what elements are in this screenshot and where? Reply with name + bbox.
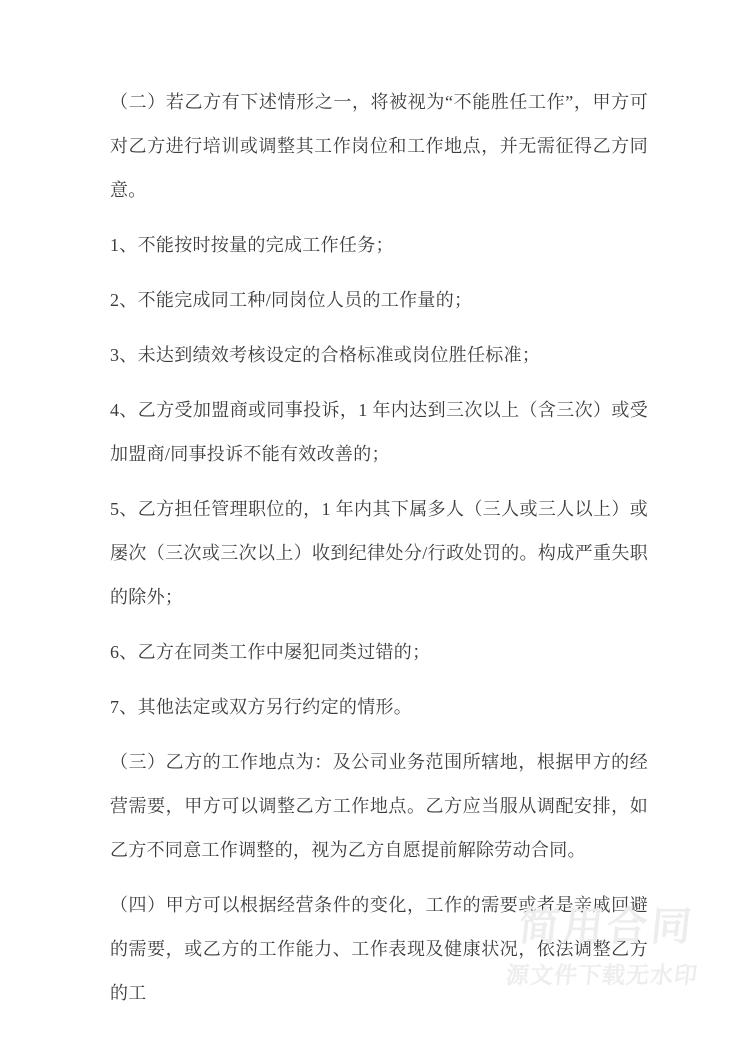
- clause-2-item-1: 1、不能按时按量的完成工作任务；: [110, 235, 394, 255]
- clause-2-intro: （二）若乙方有下述情形之一，将被视为“不能胜任工作”，甲方可对乙方进行培训或调整其工作岗位和工作地点，并无需征得乙方同意。: [110, 92, 648, 200]
- watermark-title: 简用合同: [516, 905, 698, 949]
- clause-2-item-6: 6、乙方在同类工作中屡犯同类过错的；: [110, 642, 431, 662]
- clause-2-item-3: 3、未达到绩效考核设定的合格标准或岗位胜任标准；: [110, 345, 541, 365]
- clause-3-paragraph: （三）乙方的工作地点为：及公司业务范围所辖地，根据甲方的经营需要，甲方可以调整乙方工作地点。乙方应当服从调配安排，如乙方不同意工作调整的，视为乙方自愿提前解除劳动合同。: [110, 752, 648, 860]
- clause-2-item-5: 5、乙方担任管理职位的，1 年内其下属多人（三人或三人以上）或屡次（三次或三次以上）收到纪律处分/行政处罚的。构成严重失职的除外；: [110, 499, 648, 607]
- clause-4-paragraph: （四）甲方可以根据经营条件的变化，工作的需要或者是亲戚回避的需要，或乙方的工作能力、工作表现及健康状况，依法调整乙方的工: [110, 895, 648, 1003]
- clause-2-item-4: 4、乙方受加盟商或同事投诉，1 年内达到三次以上（含三次）或受加盟商/同事投诉不能有效改善的；: [110, 400, 648, 464]
- clause-2-item-7: 7、其他法定或双方另行约定的情形。: [110, 697, 413, 717]
- contract-text-block: [110, 80, 648, 1026]
- watermark-subtitle: 源文件下载无水印: [504, 962, 700, 988]
- clause-2-item-2: 2、不能完成同工种/同岗位人员的工作量的；: [110, 290, 473, 310]
